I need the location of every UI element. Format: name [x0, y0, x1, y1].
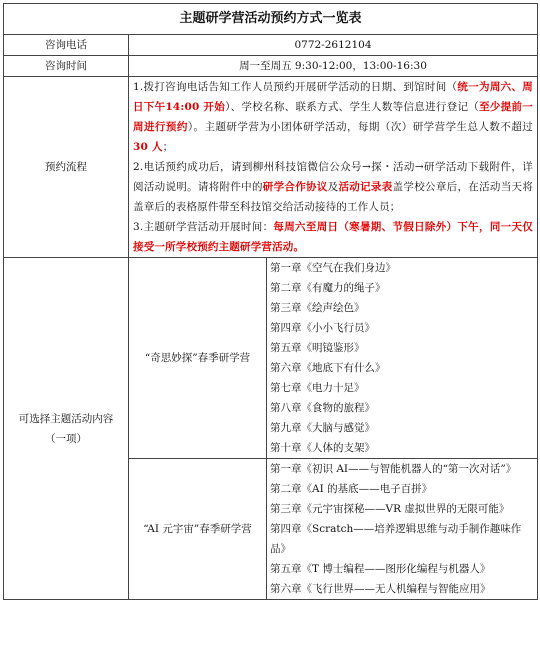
chapter-item: 第六章《地底下有什么》 — [270, 362, 386, 374]
chapter-item: 第四章《小小飞行员》 — [270, 322, 375, 334]
table-title: 主题研学营活动预约方式一览表 — [4, 4, 538, 35]
chapter-item: 第十章《人体的支架》 — [270, 442, 375, 454]
process-step-2 — [133, 157, 533, 217]
p3-segment: 3.主题研学营活动开展时间： — [133, 221, 274, 233]
p3-segment: 每周六至周日（寒暑期、节假日除外）下午，同一天仅接受一所学校预约主题研学营活动。 — [133, 221, 533, 253]
chapter-item: 第五章《T 博士编程——图形化编程与机器人》 — [270, 563, 491, 575]
camp-2-chapters — [267, 459, 538, 600]
process-content — [129, 77, 538, 258]
chapter-item: 第七章《电力十足》 — [270, 382, 365, 394]
camp-1-chapters — [267, 258, 538, 459]
chapter-item: 第三章《元宇宙探秘——VR 虚拟世界的无限可能》 — [270, 503, 510, 515]
process-step-3 — [133, 217, 533, 257]
camp-name-1: “奇思妙探”春季研学营 — [129, 258, 267, 459]
chapter-item: 第八章《食物的旅程》 — [270, 402, 375, 414]
chapter-item: 第四章《Scratch——培养逻辑思维与动手制作趣味作品》 — [270, 523, 522, 555]
process-label: 预约流程 — [4, 77, 129, 258]
chapter-item: 第九章《大脑与感觉》 — [270, 422, 375, 434]
p1-segment: 1.拨打咨询电话告知工作人员预约开展研学活动的日期、到馆时间（ — [133, 81, 458, 93]
chapter-item: 第五章《明镜鉴形》 — [270, 342, 365, 354]
p1-segment: ； — [162, 141, 174, 153]
options-label — [4, 258, 129, 600]
p1-segment: 统一为周六、周日下午14:00 开始 — [133, 81, 534, 113]
contact-phone-value: 0772-2612104 — [129, 35, 538, 56]
booking-table — [3, 3, 538, 600]
chapter-item: 第三章《绘声绘色》 — [270, 302, 365, 314]
contact-phone-label: 咨询电话 — [4, 35, 129, 56]
p2-segment: 盖学校公章后，在活动当天将盖章后的表格原件带至科技馆交给活动接待的工作人员； — [133, 181, 534, 213]
chapter-item: 第一章《初识 AI——与智能机器人的“第一次对话”》 — [270, 463, 517, 475]
contact-hours-value: 周一至周五 9:30-12:00，13:00-16:30 — [129, 56, 538, 77]
p1-segment: ）。主题研学营为小团体研学活动，每期（次）研学营学生总人数不超过 — [187, 121, 534, 133]
camp-name-2: “AI 元宇宙”春季研学营 — [129, 459, 267, 600]
p1-segment: ）、学校名称、联系方式、学生人数等信息进行登记（ — [225, 101, 480, 113]
p2-segment: 2.电话预约成功后，请到柳州科技馆微信公众号→探・活动→研学活动下载附件，详阅活动说明。请将附件中的 — [133, 161, 533, 193]
p2-segment: 及 — [327, 181, 339, 193]
process-step-1 — [133, 77, 533, 157]
chapter-item: 第二章《有魔力的绳子》 — [270, 282, 386, 294]
chapter-item: 第一章《空气在我们身边》 — [270, 262, 396, 274]
contact-hours-label: 咨询时间 — [4, 56, 129, 77]
chapter-item: 第二章《AI 的基底——电子百拼》 — [270, 483, 433, 495]
options-label-line2: （一项） — [45, 432, 87, 445]
chapter-item: 第六章《飞行世界——无人机编程与智能应用》 — [270, 583, 491, 595]
p1-segment: 至少提前一周进行预约 — [133, 101, 533, 133]
p2-segment: 活动记录表 — [338, 181, 393, 193]
options-label-line1: 可选择主题活动内容 — [18, 412, 114, 425]
p1-segment: 30 人 — [133, 141, 163, 153]
p2-segment: 研学合作协议 — [262, 181, 328, 193]
